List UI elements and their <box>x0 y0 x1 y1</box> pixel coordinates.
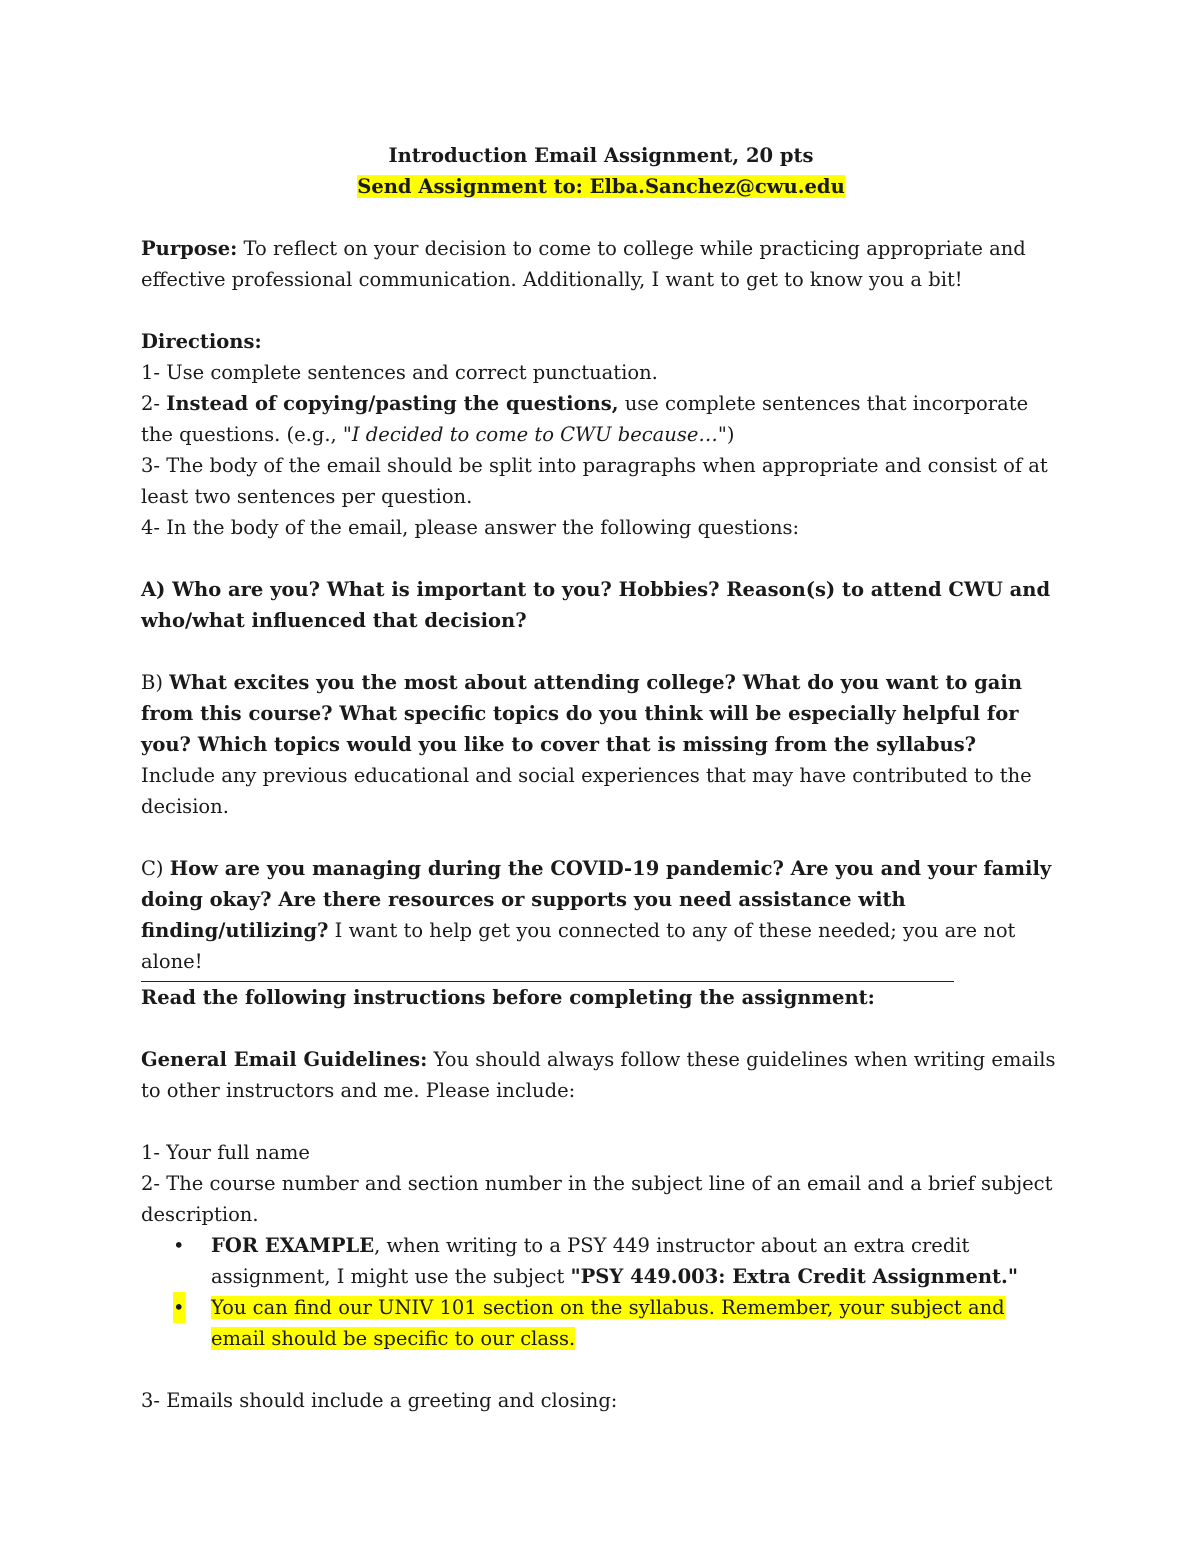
direction-2-rest: use complete sentences that incorporate the questions. (e.g., " <box>141 392 1029 446</box>
direction-2-example: I decided to come to CWU because… <box>351 423 718 446</box>
bullet-item-example <box>141 1230 1061 1292</box>
direction-2-end: ") <box>717 423 735 446</box>
guidelines-label: General Email Guidelines: <box>141 1048 428 1071</box>
question-c-rest: I want to help get you connected to any of these needed; you are not alone! <box>141 919 1016 973</box>
guideline-3: 3- Emails should include a greeting and closing: <box>141 1389 618 1412</box>
purpose-paragraph <box>141 233 1061 295</box>
direction-4: 4- In the body of the email, please answer the following questions: <box>141 516 800 539</box>
question-c <box>141 853 1061 977</box>
syllabus-note-part2: Remember, your subject and email should be specific to our class. <box>211 1296 1005 1350</box>
example-label: FOR EXAMPLE <box>211 1234 375 1257</box>
direction-2 <box>141 388 1061 450</box>
purpose-text: To reflect on your decision to come to college while practicing appropriate and effective professional communication. Additionally, I want to get to know you a bit! <box>141 237 1026 291</box>
bullet-dot-icon: • <box>173 1292 185 1323</box>
syllabus-note-part1: You can find our UNIV 101 section on the syllabus. <box>211 1296 715 1319</box>
question-c-text: How are you managing during the COVID-19 pandemic? Are you and your family doing okay? Are there resources or supports you need assistance with finding/utilizing? <box>141 857 1052 942</box>
question-a: A) Who are you? What is important to you? Hobbies? Reason(s) to attend CWU and who/what influenced that decision? <box>141 578 1051 632</box>
example-text: , when writing to a PSY 449 instructor about an extra credit assignment, I might use the subject <box>211 1234 970 1288</box>
bullet-item-syllabus <box>141 1292 1061 1354</box>
question-b-prefix: B) <box>141 671 170 694</box>
question-b <box>141 667 1061 760</box>
document-body <box>141 140 1061 1416</box>
send-to-highlight: Send Assignment to: Elba.Sanchez@cwu.edu <box>357 175 845 198</box>
guideline-1: 1- Your full name <box>141 1141 310 1164</box>
question-b-note: Include any previous educational and social experiences that may have contributed to the decision. <box>141 764 1032 818</box>
direction-3: 3- The body of the email should be split into paragraphs when appropriate and consist of at least two sentences per question. <box>141 454 1048 508</box>
instructions-heading: Read the following instructions before completing the assignment: <box>141 986 875 1009</box>
guideline-2: 2- The course number and section number in the subject line of an email and a brief subject description. <box>141 1172 1053 1226</box>
question-c-prefix: C) <box>141 857 170 880</box>
guidelines-paragraph <box>141 1044 1061 1106</box>
direction-2-prefix: 2- <box>141 392 167 415</box>
example-subject: "PSY 449.003: Extra Credit Assignment." <box>570 1265 1018 1288</box>
bullet-dot-icon: • <box>173 1234 185 1257</box>
page-title: Introduction Email Assignment, 20 pts <box>388 144 814 167</box>
question-b-text: What excites you the most about attending college? What do you want to gain from this course? What specific topics do you think will be especially helpful for you? Which topics would you like to cover that is missing from the syllabus? <box>141 671 1023 756</box>
direction-2-bold: Instead of copying/pasting the questions, <box>166 392 619 415</box>
directions-label: Directions: <box>141 330 262 353</box>
send-to-line <box>141 171 1061 202</box>
guidelines-text: You should always follow these guidelines when writing emails to other instructors and me. Please include: <box>141 1048 1056 1102</box>
direction-1: 1- Use complete sentences and correct punctuation. <box>141 361 658 384</box>
purpose-label: Purpose: <box>141 237 238 260</box>
